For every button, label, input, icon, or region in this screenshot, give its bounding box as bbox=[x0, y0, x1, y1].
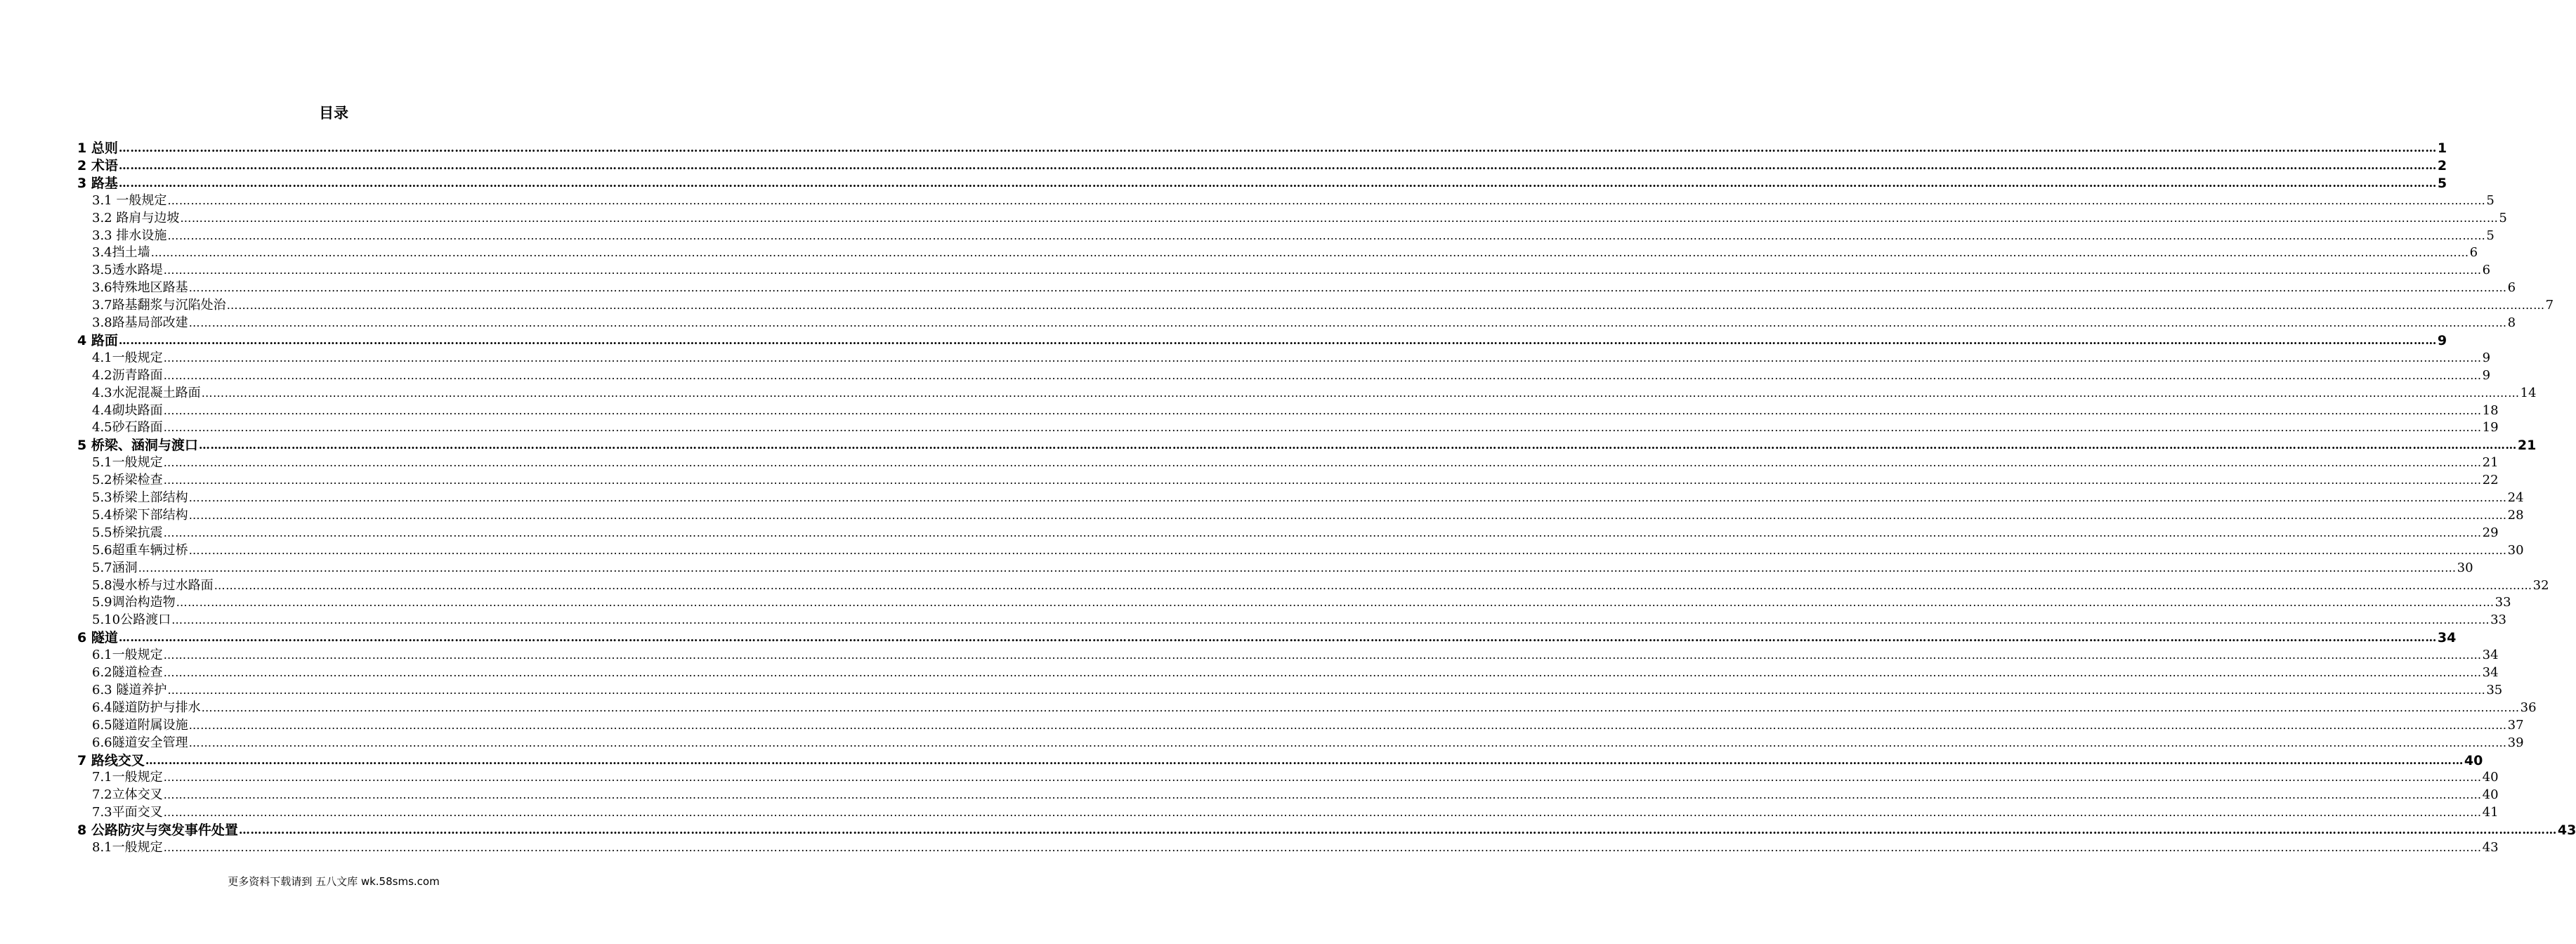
toc-entry-label: 5.3桥梁上部结构 bbox=[92, 490, 188, 505]
toc-entry-page: 43 bbox=[2557, 822, 2576, 838]
toc-entry-page: 43 bbox=[2482, 840, 2499, 855]
toc-entry-label: 1 总则 bbox=[77, 140, 118, 156]
toc-entry-page: 41 bbox=[2482, 805, 2499, 820]
toc-entry bbox=[92, 228, 2495, 244]
toc-entry bbox=[92, 542, 2524, 559]
dot-leader: …………………………………………………………………………………………………………………………………………………………………………………………………………………………………………………………………………………………………………………………………………………………………………………………………………………………………………………………………………………………………………………………………………………… bbox=[163, 806, 2482, 819]
toc-entry bbox=[92, 682, 2503, 699]
toc-entry-page: 30 bbox=[2507, 543, 2524, 558]
toc-entry bbox=[92, 454, 2499, 471]
toc-entry bbox=[92, 280, 2516, 296]
toc-entry bbox=[92, 664, 2499, 681]
dot-leader: …………………………………………………………………………………………………………………………………………………………………………………………………………………………………………………………………………………………………………………………………………………………………………………………………………………………………………………………………………………………………………………………………………………… bbox=[176, 596, 2495, 609]
toc-entry-page: 40 bbox=[2482, 770, 2499, 785]
dot-leader: …………………………………………………………………………………………………………………………………………………………………………………………………………………………………………………………………………………………………………………………………………………………………………………………………………………………………………………………………………………………………………………………………………………… bbox=[171, 613, 2490, 627]
dot-leader: …………………………………………………………………………………………………………………………………………………………………………………………………………………………………………………………………………………………………………………………………………………………………………………………………………………………………………………………………………………………………………………………………………………… bbox=[214, 579, 2532, 592]
toc-entry-page: 19 bbox=[2482, 420, 2499, 435]
toc-entry-label: 5.6超重车辆过桥 bbox=[92, 543, 188, 558]
toc-entry-label: 8 公路防灾与突发事件处置 bbox=[77, 822, 238, 838]
dot-leader: …………………………………………………………………………………………………………………………………………………………………………………………………………………………………………………………………………………………………………………………………………………………………………………………………………………………………………………………………………………………………………………………………………………… bbox=[167, 683, 2486, 697]
toc-entry bbox=[92, 367, 2491, 384]
toc-entry-label: 6.5隧道附属设施 bbox=[92, 718, 188, 733]
toc-entry-label: 7.2立体交叉 bbox=[92, 787, 163, 802]
toc-entry-page: 6 bbox=[2482, 263, 2491, 277]
page-footer: 更多资料下载请到 五八文库 wk.58sms.com bbox=[228, 875, 440, 888]
toc-entry-label: 5.10公路渡口 bbox=[92, 612, 171, 627]
table-of-contents bbox=[0, 140, 2576, 858]
dot-leader: …………………………………………………………………………………………………………………………………………………………………………………………………………………………………………………………………………………………………………………………………………………………………………………………………………………………………………………………………………………………………………………………………………………… bbox=[188, 736, 2507, 749]
toc-entry bbox=[92, 594, 2511, 611]
toc-entry-page: 9 bbox=[2437, 333, 2447, 348]
toc-entry-page: 34 bbox=[2482, 648, 2499, 662]
toc-entry-label: 7.3平面交叉 bbox=[92, 805, 163, 820]
dot-leader: …………………………………………………………………………………………………………………………………………………………………………………………………………………………………………………………………………………………………………………………………………………………………………………………………………………………………………………………………………………………………………………………………………………… bbox=[163, 421, 2482, 434]
dot-leader: …………………………………………………………………………………………………………………………………………………………………………………………………………………………………………………………………………………………………………………………………………………………………………………………………………………………………………………………………………………………………………………………………………………… bbox=[226, 299, 2545, 312]
toc-entry bbox=[92, 735, 2524, 752]
toc-entry-label: 5 桥梁、涵洞与渡口 bbox=[77, 438, 198, 453]
toc-entry-label: 6.1一般规定 bbox=[92, 648, 163, 662]
dot-leader: …………………………………………………………………………………………………………………………………………………………………………………………………………………………………………………………………………………………………………………………………………………………………………………………………………………………………………………………………………………………………………………………………………………… bbox=[118, 141, 2437, 155]
toc-entry-label: 5.9调治构造物 bbox=[92, 595, 176, 610]
toc-entry-page: 24 bbox=[2507, 490, 2524, 505]
toc-entry-label: 6.2隧道检查 bbox=[92, 665, 163, 680]
toc-entry-page: 35 bbox=[2486, 683, 2503, 697]
toc-entry bbox=[92, 244, 2478, 261]
toc-entry-label: 3.3 排水设施 bbox=[92, 228, 167, 243]
toc-entry-label: 3 路基 bbox=[77, 176, 118, 191]
dot-leader: …………………………………………………………………………………………………………………………………………………………………………………………………………………………………………………………………………………………………………………………………………………………………………………………………………………………………………………………………………………………………………………………………………………… bbox=[201, 386, 2520, 400]
toc-entry-label: 5.1一般规定 bbox=[92, 455, 163, 470]
toc-entry-label: 8.1一般规定 bbox=[92, 840, 163, 855]
toc-entry-page: 33 bbox=[2490, 612, 2506, 627]
toc-entry-page: 34 bbox=[2437, 630, 2457, 645]
toc-entry bbox=[92, 839, 2499, 856]
toc-entry-label: 7 路线交叉 bbox=[77, 753, 145, 768]
toc-entry-page: 5 bbox=[2486, 193, 2495, 208]
toc-entry-label: 5.8漫水桥与过水路面 bbox=[92, 578, 214, 593]
toc-entry-page: 29 bbox=[2482, 525, 2499, 540]
toc-entry-label: 3.1 一般规定 bbox=[92, 193, 167, 208]
toc-entry-page: 9 bbox=[2482, 350, 2491, 365]
toc-entry bbox=[92, 804, 2499, 821]
toc-entry-label: 4.3水泥混凝土路面 bbox=[92, 386, 201, 400]
toc-entry-page: 1 bbox=[2437, 140, 2447, 156]
dot-leader: …………………………………………………………………………………………………………………………………………………………………………………………………………………………………………………………………………………………………………………………………………………………………………………………………………………………………………………………………………………………………………………………………………………… bbox=[201, 701, 2520, 714]
toc-entry-page: 36 bbox=[2520, 700, 2537, 715]
dot-leader: …………………………………………………………………………………………………………………………………………………………………………………………………………………………………………………………………………………………………………………………………………………………………………………………………………………………………………………………………………………………………………………………………………………… bbox=[188, 544, 2507, 557]
dot-leader: …………………………………………………………………………………………………………………………………………………………………………………………………………………………………………………………………………………………………………………………………………………………………………………………………………………………………………………………………………………………………………………………………………………… bbox=[145, 754, 2464, 767]
toc-entry-label: 4.1一般规定 bbox=[92, 350, 163, 365]
toc-entry-page: 37 bbox=[2507, 718, 2524, 733]
toc-entry-label: 4.2沥青路面 bbox=[92, 368, 163, 383]
toc-entry-page: 5 bbox=[2437, 176, 2447, 191]
dot-leader: …………………………………………………………………………………………………………………………………………………………………………………………………………………………………………………………………………………………………………………………………………………………………………………………………………………………………………………………………………………………………………………………………………………… bbox=[163, 404, 2482, 417]
toc-entry bbox=[77, 752, 2483, 769]
toc-entry bbox=[92, 787, 2499, 804]
toc-entry-label: 4 路面 bbox=[77, 333, 118, 348]
toc-entry bbox=[92, 560, 2473, 577]
toc-entry-page: 40 bbox=[2464, 753, 2483, 768]
toc-entry-page: 30 bbox=[2457, 560, 2473, 575]
toc-entry-label: 3.2 路肩与边坡 bbox=[92, 211, 180, 225]
dot-leader: …………………………………………………………………………………………………………………………………………………………………………………………………………………………………………………………………………………………………………………………………………………………………………………………………………………………………………………………………………………………………………………………………………………… bbox=[167, 194, 2486, 207]
toc-entry-label: 6 隧道 bbox=[77, 630, 118, 645]
toc-entry-label: 3.6特殊地区路基 bbox=[92, 280, 188, 295]
toc-entry-page: 6 bbox=[2469, 245, 2478, 260]
dot-leader: …………………………………………………………………………………………………………………………………………………………………………………………………………………………………………………………………………………………………………………………………………………………………………………………………………………………………………………………………………………………………………………………………………………… bbox=[188, 509, 2507, 522]
toc-entry-label: 4.5砂石路面 bbox=[92, 420, 163, 435]
toc-entry bbox=[92, 717, 2524, 734]
dot-leader: …………………………………………………………………………………………………………………………………………………………………………………………………………………………………………………………………………………………………………………………………………………………………………………………………………………………………………………………………………………………………………………………………………………… bbox=[188, 491, 2507, 504]
dot-leader: …………………………………………………………………………………………………………………………………………………………………………………………………………………………………………………………………………………………………………………………………………………………………………………………………………………………………………………………………………………………………………………………………………………… bbox=[163, 263, 2482, 277]
toc-entry-page: 34 bbox=[2482, 665, 2499, 680]
dot-leader: …………………………………………………………………………………………………………………………………………………………………………………………………………………………………………………………………………………………………………………………………………………………………………………………………………………………………………………………………………………………………………………………………………………… bbox=[118, 631, 2437, 644]
toc-entry-page: 6 bbox=[2507, 280, 2516, 295]
dot-leader: …………………………………………………………………………………………………………………………………………………………………………………………………………………………………………………………………………………………………………………………………………………………………………………………………………………………………………………………………………………………………………………………………………………… bbox=[188, 316, 2507, 329]
toc-entry-page: 39 bbox=[2507, 735, 2524, 750]
dot-leader: …………………………………………………………………………………………………………………………………………………………………………………………………………………………………………………………………………………………………………………………………………………………………………………………………………………………………………………………………………………………………………………………………………………… bbox=[118, 159, 2437, 172]
toc-entry-label: 2 术语 bbox=[77, 158, 118, 173]
toc-entry-page: 32 bbox=[2532, 578, 2549, 593]
toc-entry bbox=[92, 507, 2524, 524]
toc-entry-label: 5.2桥梁检查 bbox=[92, 473, 163, 487]
toc-entry-label: 6.4隧道防护与排水 bbox=[92, 700, 201, 715]
dot-leader: …………………………………………………………………………………………………………………………………………………………………………………………………………………………………………………………………………………………………………………………………………………………………………………………………………………………………………………………………………………………………………………………………………………… bbox=[188, 281, 2507, 294]
toc-entry-page: 18 bbox=[2482, 403, 2499, 418]
toc-entry-page: 22 bbox=[2482, 473, 2499, 487]
dot-leader: …………………………………………………………………………………………………………………………………………………………………………………………………………………………………………………………………………………………………………………………………………………………………………………………………………………………………………………………………………………………………………………………………………………… bbox=[188, 719, 2507, 732]
toc-entry-page: 9 bbox=[2482, 368, 2491, 383]
dot-leader: …………………………………………………………………………………………………………………………………………………………………………………………………………………………………………………………………………………………………………………………………………………………………………………………………………………………………………………………………………………………………………………………………………………… bbox=[163, 456, 2482, 469]
toc-entry bbox=[77, 332, 2447, 349]
toc-entry bbox=[92, 472, 2499, 489]
toc-entry-label: 4.4砌块路面 bbox=[92, 403, 163, 418]
toc-entry-page: 21 bbox=[2517, 438, 2537, 453]
toc-entry bbox=[77, 437, 2537, 454]
toc-entry bbox=[92, 315, 2516, 332]
toc-entry bbox=[92, 210, 2507, 227]
toc-entry bbox=[92, 262, 2491, 279]
toc-entry bbox=[77, 157, 2447, 174]
toc-entry bbox=[77, 175, 2447, 192]
toc-entry bbox=[92, 192, 2495, 209]
toc-entry bbox=[77, 140, 2447, 157]
toc-entry bbox=[92, 577, 2549, 594]
toc-entry-label: 3.4挡土墙 bbox=[92, 245, 150, 260]
toc-entry bbox=[92, 350, 2491, 367]
dot-leader: …………………………………………………………………………………………………………………………………………………………………………………………………………………………………………………………………………………………………………………………………………………………………………………………………………………………………………………………………………………………………………………………………………………… bbox=[163, 788, 2482, 801]
dot-leader: …………………………………………………………………………………………………………………………………………………………………………………………………………………………………………………………………………………………………………………………………………………………………………………………………………………………………………………………………………………………………………………………………………………… bbox=[198, 438, 2517, 452]
dot-leader: …………………………………………………………………………………………………………………………………………………………………………………………………………………………………………………………………………………………………………………………………………………………………………………………………………………………………………………………………………………………………………………………………………………… bbox=[150, 246, 2469, 259]
toc-entry-label: 6.3 隧道养护 bbox=[92, 683, 167, 697]
dot-leader: …………………………………………………………………………………………………………………………………………………………………………………………………………………………………………………………………………………………………………………………………………………………………………………………………………………………………………………………………………………………………………………………………………………… bbox=[163, 841, 2482, 854]
toc-entry-label: 7.1一般规定 bbox=[92, 770, 163, 785]
toc-entry bbox=[92, 385, 2537, 402]
toc-entry bbox=[92, 419, 2499, 436]
dot-leader: …………………………………………………………………………………………………………………………………………………………………………………………………………………………………………………………………………………………………………………………………………………………………………………………………………………………………………………………………………………………………………………………………………………… bbox=[163, 526, 2482, 539]
toc-entry bbox=[92, 612, 2506, 629]
toc-entry-page: 2 bbox=[2437, 158, 2447, 173]
dot-leader: …………………………………………………………………………………………………………………………………………………………………………………………………………………………………………………………………………………………………………………………………………………………………………………………………………………………………………………………………………………………………………………………………………………… bbox=[138, 561, 2457, 575]
toc-entry-page: 8 bbox=[2507, 315, 2516, 330]
toc-entry-label: 5.4桥梁下部结构 bbox=[92, 508, 188, 523]
dot-leader: …………………………………………………………………………………………………………………………………………………………………………………………………………………………………………………………………………………………………………………………………………………………………………………………………………………………………………………………………………………………………………………………………………………… bbox=[238, 823, 2557, 837]
toc-entry-page: 28 bbox=[2507, 508, 2524, 523]
toc-entry-label: 3.7路基翻浆与沉陷处治 bbox=[92, 298, 226, 313]
toc-entry-page: 21 bbox=[2482, 455, 2499, 470]
toc-entry-label: 3.5透水路堤 bbox=[92, 263, 163, 277]
toc-entry bbox=[92, 490, 2524, 506]
toc-entry-label: 5.5桥梁抗震 bbox=[92, 525, 163, 540]
dot-leader: …………………………………………………………………………………………………………………………………………………………………………………………………………………………………………………………………………………………………………………………………………………………………………………………………………………………………………………………………………………………………………………………………………………… bbox=[180, 211, 2499, 225]
toc-entry-label: 3.8路基局部改建 bbox=[92, 315, 188, 330]
toc-entry-page: 33 bbox=[2495, 595, 2511, 610]
toc-entry bbox=[92, 525, 2499, 542]
dot-leader: …………………………………………………………………………………………………………………………………………………………………………………………………………………………………………………………………………………………………………………………………………………………………………………………………………………………………………………………………………………………………………………………………………………… bbox=[163, 351, 2482, 365]
toc-entry bbox=[77, 629, 2457, 646]
dot-leader: …………………………………………………………………………………………………………………………………………………………………………………………………………………………………………………………………………………………………………………………………………………………………………………………………………………………………………………………………………………………………………………………………………………… bbox=[167, 229, 2486, 242]
toc-entry bbox=[92, 402, 2499, 419]
toc-entry bbox=[92, 297, 2554, 314]
dot-leader: …………………………………………………………………………………………………………………………………………………………………………………………………………………………………………………………………………………………………………………………………………………………………………………………………………………………………………………………………………………………………………………………………………………… bbox=[118, 334, 2437, 347]
dot-leader: …………………………………………………………………………………………………………………………………………………………………………………………………………………………………………………………………………………………………………………………………………………………………………………………………………………………………………………………………………………………………………………………………………………… bbox=[163, 666, 2482, 679]
toc-entry-label: 5.7涵洞 bbox=[92, 560, 138, 575]
toc-entry-page: 5 bbox=[2499, 211, 2507, 225]
toc-entry-page: 5 bbox=[2486, 228, 2495, 243]
dot-leader: …………………………………………………………………………………………………………………………………………………………………………………………………………………………………………………………………………………………………………………………………………………………………………………………………………………………………………………………………………………………………………………………………………………… bbox=[163, 771, 2482, 784]
toc-entry-label: 6.6隧道安全管理 bbox=[92, 735, 188, 750]
toc-entry-page: 14 bbox=[2520, 386, 2537, 400]
dot-leader: …………………………………………………………………………………………………………………………………………………………………………………………………………………………………………………………………………………………………………………………………………………………………………………………………………………………………………………………………………………………………………………………………………………… bbox=[163, 648, 2482, 662]
toc-entry bbox=[77, 822, 2576, 839]
dot-leader: …………………………………………………………………………………………………………………………………………………………………………………………………………………………………………………………………………………………………………………………………………………………………………………………………………………………………………………………………………………………………………………………………………………… bbox=[163, 369, 2482, 382]
toc-entry bbox=[92, 700, 2537, 716]
dot-leader: …………………………………………………………………………………………………………………………………………………………………………………………………………………………………………………………………………………………………………………………………………………………………………………………………………………………………………………………………………………………………………………………………………………… bbox=[118, 176, 2437, 190]
toc-entry-page: 7 bbox=[2545, 298, 2554, 313]
toc-entry bbox=[92, 769, 2499, 786]
dot-leader: …………………………………………………………………………………………………………………………………………………………………………………………………………………………………………………………………………………………………………………………………………………………………………………………………………………………………………………………………………………………………………………………………………………… bbox=[163, 473, 2482, 487]
toc-entry bbox=[92, 647, 2499, 664]
toc-entry-page: 40 bbox=[2482, 787, 2499, 802]
page-title: 目录 bbox=[319, 105, 348, 122]
